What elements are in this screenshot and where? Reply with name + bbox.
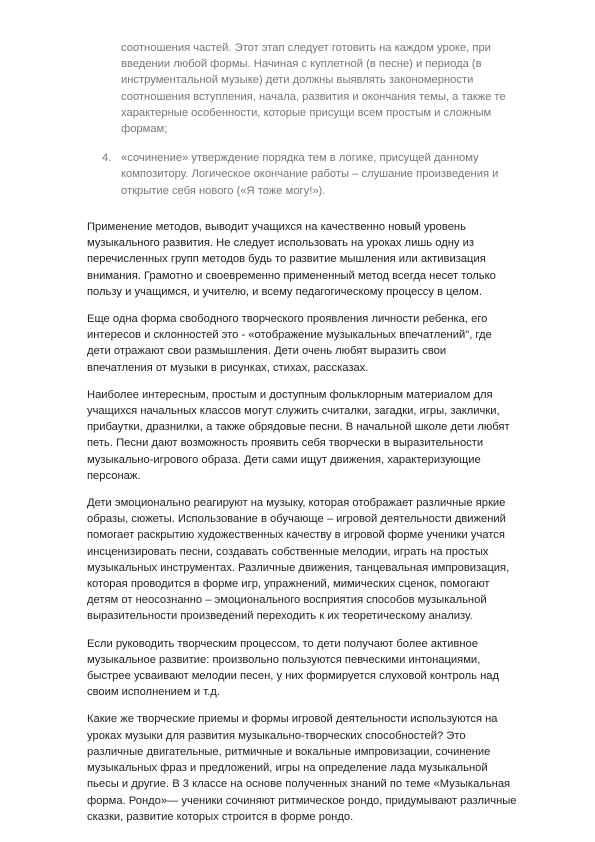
text-line: быстрее усваивают мелодии песен, у них формируется слуховой контроль над [87, 670, 500, 683]
list-number: 4. [102, 152, 112, 165]
text-line: детям от неосознанно – эмоционального восприятия способов музыкальной [87, 594, 487, 607]
text-line: интересов и склонностей это - «отображение музыкальных впечатлений", где [87, 329, 492, 342]
text-line: помогает раскрытию художественных качеству в игровой форме ученики учатся [87, 529, 505, 542]
text-line: открытие себя нового («Я тоже могу!»). [121, 184, 326, 197]
text-line: сказки, развитие которых строится в форме рондо. [87, 810, 354, 823]
text-line: петь. Песни дают возможность проявить себя творчески в выразительности [87, 437, 484, 450]
text-line: внимания. Грамотно и своевременно примененный метод всегда несет только [87, 269, 496, 282]
text-line: музыкальных фраз и предложений, игры на определение лада музыкальной [87, 762, 488, 775]
text-line: музыкального развития. Не следует использовать на уроках лишь одну из [87, 237, 474, 250]
paragraph [87, 311, 557, 376]
text-line: пьесы и другие. В 3 классе на основе полученных знаний по теме «Музыкальная [87, 778, 511, 791]
paragraph [87, 387, 557, 484]
text-line: соотношения вступления, начала, развития и окончания темы, а также те [121, 90, 506, 103]
text-line: соотношения частей. Этот этап следует готовить на каждом уроке, при [121, 42, 491, 54]
list-item-3-continuation [121, 40, 549, 137]
text-line: характерные особенности, которые присущи всем простым и сложным [121, 106, 492, 119]
text-line: Какие же творческие приемы и формы игровой деятельности используются на [87, 713, 498, 726]
numbered-list [102, 40, 549, 199]
text-line: прибаутки, дразнилки, а также обрядовые песни. В начальной школе дети любят [87, 421, 510, 434]
paragraph [87, 711, 557, 824]
text-line: перечисленных групп методов будь то развитие мышления или активизация [87, 253, 486, 266]
text-line: персонаж. [87, 469, 141, 482]
body-text [87, 219, 557, 836]
text-line: Еще одна форма свободного творческого проявления личности ребенка, его [87, 313, 488, 326]
text-line: выразительности произведений переходить к их теоретическому анализу. [87, 610, 473, 623]
text-line: Дети эмоционально реагируют на музыку, которая отображает различные яркие [87, 497, 506, 510]
list-item-4 [102, 150, 549, 199]
text-line: различные двигательные, ритмичные и вокальные импровизации, сочинение [87, 745, 491, 758]
text-line: инструментальной музыке) дети должны выявлять закономерности [121, 74, 474, 87]
text-line: своим исполнением и т.д. [87, 686, 220, 699]
text-line: музыкально-игрового образа. Дети сами ищут движения, характеризующие [87, 453, 481, 466]
text-line: композитору. Логическое окончание работы – слушание произведения и [121, 168, 499, 181]
paragraph [87, 495, 557, 625]
text-line: впечатления от музыки в рисунках, стихах, рассказах. [87, 361, 369, 374]
text-line: уроках музыки для развития музыкально-творческих способностей? Это [87, 729, 466, 742]
text-line: введении любой формы. Начиная с куплетной (в песне) и периода (в [121, 58, 482, 71]
text-line: Если руководить творческим процессом, то дети получают более активное [87, 637, 478, 650]
text-line: Наиболее интересным, простым и доступным фольклорным материалом для [87, 388, 493, 401]
text-line: форма. Рондо»— ученики сочиняют ритмическое рондо, придумывают различные [87, 794, 517, 807]
text-line: музыкальных инструментах. Различные движения, танцевальная импровизация, [87, 561, 510, 574]
text-line: учащихся начальных классов могут служить считалки, загадки, игры, заклички, [87, 405, 500, 418]
text-line: которая проводится в форме игр, упражнений, мимических сценок, помогают [87, 578, 490, 591]
text-line: Применение методов, выводит учащихся на качественно новый уровень [87, 221, 466, 233]
text-line: пользу и учащимся, и учителю, и всему педагогическому процессу в целом. [87, 285, 482, 298]
text-line: инсценизировать песни, создавать собственные мелодии, играть на простых [87, 545, 489, 558]
paragraph [87, 636, 557, 701]
text-line: дети отражают свои размышления. Дети очень любят выразить свои [87, 345, 447, 358]
text-line: музыкальное развитие: произвольно пользуются певческими интонациями, [87, 653, 481, 666]
text-line: формам; [121, 123, 168, 136]
paragraph [87, 219, 557, 300]
text-line: «сочинение» утверждение порядка тем в логике, присущей данному [121, 152, 479, 165]
text-line: образы, сюжеты. Использование в обучающе – игровой деятельности движений [87, 513, 506, 526]
